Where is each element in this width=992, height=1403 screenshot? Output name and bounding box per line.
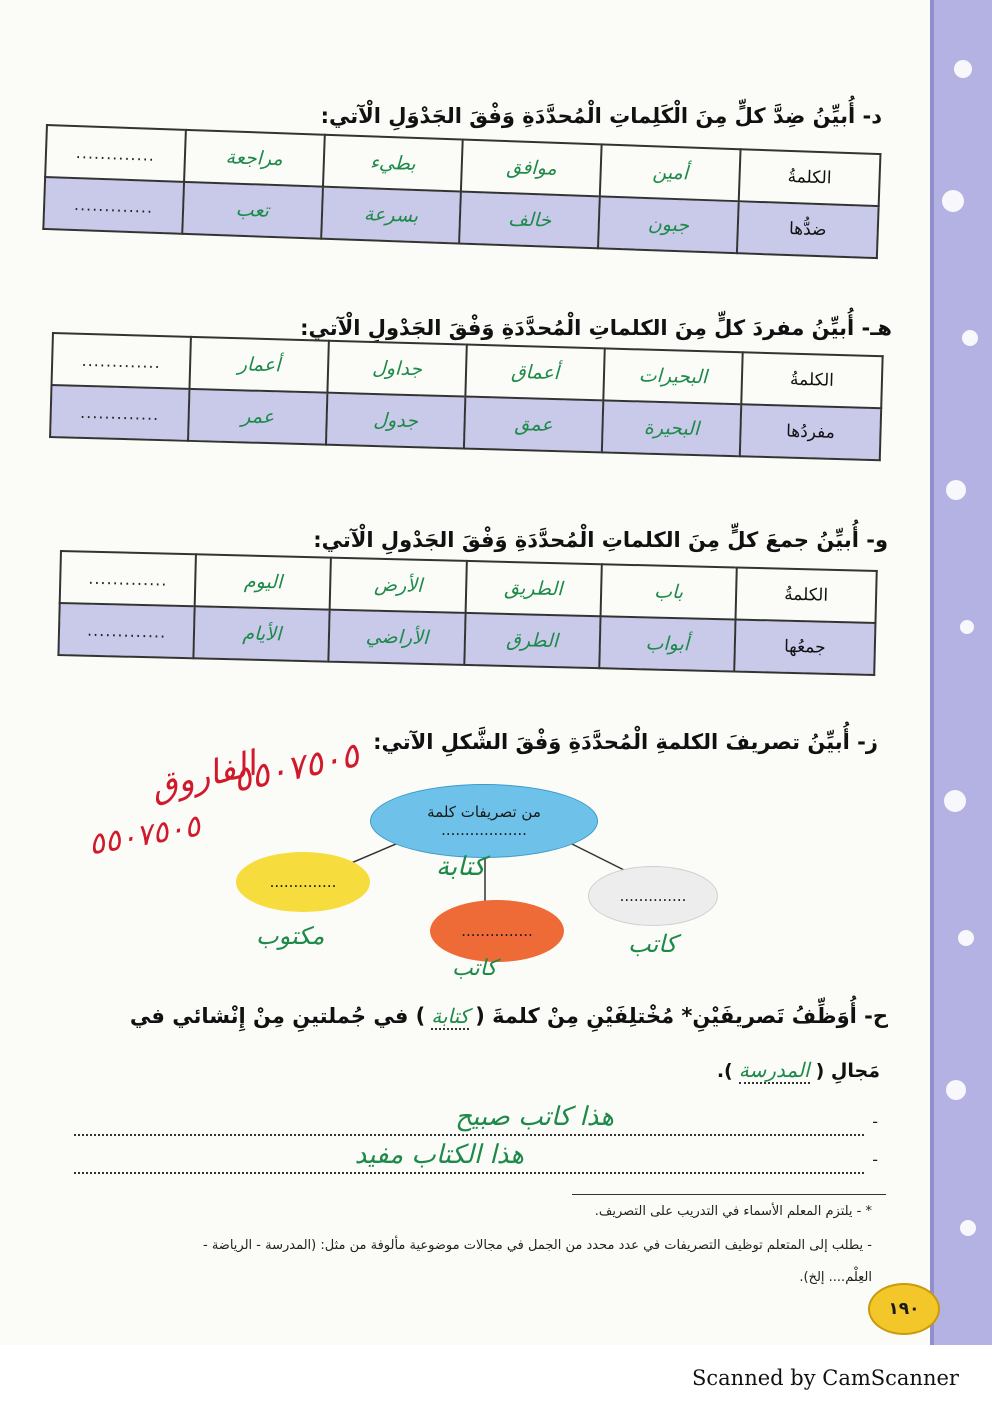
section-ha-part2: ) في جُملتينِ مِنْ إِنْشائي في (129, 1004, 426, 1028)
section-ha-line2-answer[interactable]: المدرسة (738, 1058, 810, 1082)
section-ha-line2-part1: مَجالِ ( (815, 1060, 880, 1082)
center-ellipse-label: من تصريفات كلمة (427, 803, 541, 821)
answer-cell: جبون (598, 196, 739, 253)
section-h-table (49, 332, 884, 461)
page-number: ١٩٠ (868, 1283, 940, 1335)
left-answer: مكتوب (256, 922, 325, 950)
word-cell: جداول (327, 341, 466, 397)
answer-cell[interactable]: ............. (58, 603, 194, 658)
answer-cell[interactable]: ............. (43, 177, 184, 234)
answer-cell: الأراضي (329, 610, 465, 665)
sentence-2-text: هذا الكتاب مفيد (354, 1140, 524, 1170)
footnote-divider (572, 1194, 886, 1195)
sentence-1-text: هذا كاتب صبيح (455, 1102, 614, 1132)
middle-ellipse (430, 900, 564, 962)
row-label: جمعُها (734, 620, 875, 675)
section-z-title: ز- أُبيِّنُ تصريفَ الكلمةِ الْمُحدَّدَةِ وَفْقَ الشَّكلِ الآتي: (373, 730, 878, 754)
answer-cell: أبواب (599, 616, 735, 671)
sentence-line-dash: - (872, 1150, 878, 1169)
word-cell: باب (600, 564, 736, 619)
section-ha-title (130, 1004, 888, 1030)
row-label: الكلمةُ (736, 568, 877, 623)
section-ha-line2 (717, 1058, 880, 1084)
left-ellipse-dots[interactable]: .............. (269, 873, 337, 891)
answer-cell: البحيرة (602, 400, 741, 456)
answer-cell: الطرق (464, 613, 600, 668)
answer-cell: بسرعة (321, 187, 462, 244)
footnote-3: العِلْم.... إلخ). (799, 1270, 872, 1285)
footnote-2: - يطلب إلى المتعلم توظيف التصريفات في عدد محدد من الجمل في مجالات موضوعية مألوفة من مثل: (المدرسة - الرياضة - (203, 1238, 872, 1253)
footnote-1: * - يلتزم المعلم الأسماء في التدريب على التصريف. (594, 1204, 872, 1219)
center-ellipse (370, 784, 598, 858)
red-note-name: الفاروق (146, 743, 260, 809)
section-d-title: د- أُبيِّنُ ضِدَّ كلٍّ مِنَ الْكَلِماتِ الْمُحدَّدَةِ وَفْقَ الجَدْوَلِ الْآتي: (320, 104, 882, 128)
middle-answer: كاتب (452, 956, 497, 981)
answer-cell: الأيام (194, 606, 330, 661)
center-ellipse-dots[interactable]: .................. (441, 821, 527, 839)
section-d-table (42, 124, 881, 259)
decorative-side-strip (930, 0, 992, 1345)
section-w-title: و- أُبيِّنُ جمعَ كلٍّ مِنَ الكلماتِ الْمُحدَّدَةِ وَفْقَ الجَدْولِ الْآتي: (313, 528, 888, 552)
word-cell: أمين (600, 144, 741, 201)
section-ha-answer[interactable]: كتابة (431, 1004, 470, 1028)
word-cell[interactable]: ............. (45, 125, 186, 182)
word-cell: البحيرات (603, 348, 742, 404)
middle-ellipse-dots[interactable]: ............... (461, 922, 533, 940)
sentence-line-1[interactable] (74, 1102, 878, 1136)
answer-cell: عمق (464, 397, 603, 453)
section-h-title: هـ- أُبيِّنُ مفردَ كلٍّ مِنَ الكلماتِ الْمُحدَّدَةِ وَفْقَ الجَدْولِ الْآتي: (300, 316, 892, 340)
word-cell: اليوم (195, 554, 331, 609)
row-label: الكلمةُ (741, 352, 882, 408)
word-cell: بطيء (323, 135, 464, 192)
answer-cell: تعب (182, 182, 323, 239)
answer-cell[interactable]: ............. (50, 385, 189, 441)
word-cell: مراجعة (184, 130, 325, 187)
center-answer: كتابة (436, 852, 486, 882)
row-label: الكلمةُ (739, 149, 881, 206)
left-ellipse (236, 852, 370, 912)
word-cell[interactable]: ............. (60, 551, 196, 606)
red-note-number-2: ٥٥٠٧٥٠٥ (85, 808, 203, 863)
word-cell: أعمار (189, 337, 328, 393)
section-ha-line2-part2: ). (716, 1060, 733, 1082)
row-label: مفردُها (740, 404, 881, 460)
answer-cell: خالف (459, 192, 600, 249)
row-label: ضدُّها (737, 201, 879, 258)
scanner-watermark: Scanned by CamScanner (692, 1366, 959, 1390)
word-cell: أعماق (465, 345, 604, 401)
section-w-table (57, 550, 877, 676)
word-cell: الطريق (465, 561, 601, 616)
section-ha-part1: ح- أُوَظِّفُ تَصريفَيْنِ* مُخْتلِفَيْنِ مِنْ كلمةَ ( (475, 1004, 888, 1028)
right-ellipse (588, 866, 718, 926)
word-cell: الأرض (330, 558, 466, 613)
sentence-line-2[interactable] (74, 1140, 878, 1174)
word-cell[interactable]: ............. (52, 333, 191, 389)
answer-cell: عمر (188, 389, 327, 445)
right-answer: كاتب (628, 930, 677, 958)
sentence-line-dash: - (872, 1112, 878, 1131)
answer-cell: جدول (326, 393, 465, 449)
red-note-number-1: ٥٥٠٧٥٠٥ (229, 735, 363, 801)
word-cell: موافق (461, 140, 602, 197)
right-ellipse-dots[interactable]: .............. (619, 887, 687, 905)
